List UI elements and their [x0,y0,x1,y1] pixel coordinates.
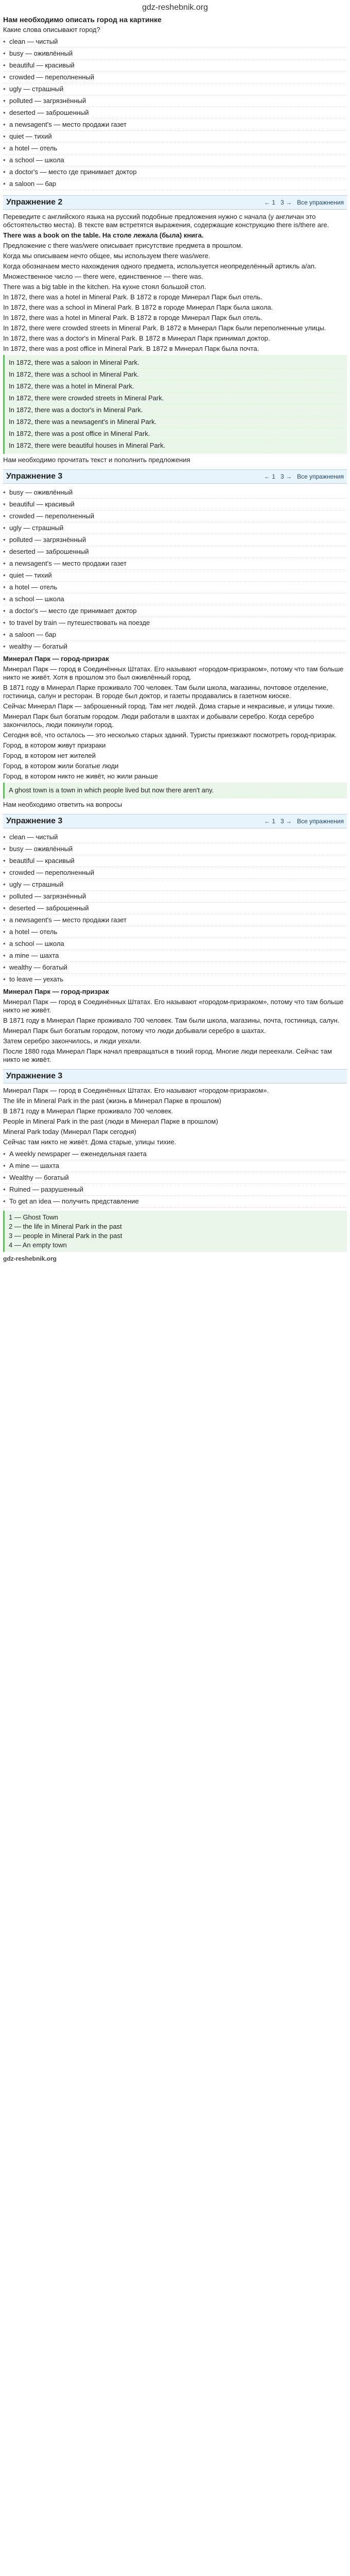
grammar-para: Множественное число — there were, единственное — there was. [3,273,203,280]
exercise3-intro: Нам необходимо ответить на вопросы [3,801,122,808]
answer-line: In 1872, there was a school in Mineral Park. [9,369,343,381]
list-item: • deserted — заброшенный [3,107,347,119]
list-item: • busy — оживлённый [3,843,347,855]
example-line: In 1872, there was a school in Mineral Park. В 1872 в городе Минерал Парк была школа. [3,303,273,311]
watermark: gdz-reshebnik.org [3,1255,57,1262]
list-item: • a newsagent's — место продажи газет [3,558,347,570]
example-line: In 1872, there was a hotel in Mineral Park. В 1872 в городе Минерал Парк был отель. [3,293,262,301]
qa-line: В 1871 году в Минерал Парке проживало 700 человек. [3,1107,173,1115]
list-item: • to leave — уехать [3,974,347,986]
qa-line: The life in Mineral Park in the past (жизнь в Минерал Парке в прошлом) [3,1097,221,1105]
list-item: • wealthy — богатый [3,641,347,653]
list-item: • busy — оживлённый [3,487,347,499]
exercise-header-3 [3,469,347,484]
word-list-3 [3,832,347,986]
list-item: • quiet — тихий [3,570,347,582]
text-para: Сейчас Минерал Парк — заброшенный город. Там нет людей. Дома старые и некрасивые, и улицы тихие. [3,702,335,710]
list-item: • a newsagent's — место продажи газет [3,119,347,131]
example-line: There was a big table in the kitchen. На кухне стоял большой стол. [3,283,206,291]
answer-line: In 1872, there were beautiful houses in Mineral Park. [9,440,343,452]
text-para: Минерал Парк был богатым городом. Люди работали в шахтах и добывали серебро. Когда серебро закончилось, люди покинули город. [3,713,314,728]
list-item: • To get an idea — получить представление [3,1196,347,1208]
list-item: • busy — оживлённый [3,48,347,60]
text-para: Минерал Парк был богатым городом, потому что люди добывали серебро в шахтах. [3,1027,266,1035]
list-item: • clean — чистый [3,832,347,843]
vocab-end [3,1148,347,1208]
text-para: В 1871 году в Минерал Парке проживало 700 человек. Там были школа, магазины, почта, гостиница, салун. [3,1016,340,1024]
list-item: • deserted — заброшенный [3,903,347,914]
answer-line: In 1872, there was a post office in Mineral Park. [9,428,343,440]
fill-line: Город, в котором нет жителей [3,752,96,759]
text-title: Минерал Парк — город-призрак [3,655,109,663]
word-list-2 [3,487,347,653]
text-para: В 1871 году в Минерал Парке проживало 700 человек. Там были школа, магазины, почтовое отделение, гостиница, салун и ресторан. В городе был доктор, и газеты продавались в газетном киоске. [3,684,328,700]
answer-line: In 1872, there was a newsagent's in Mineral Park. [9,416,343,428]
answer-line: In 1872, there was a saloon in Mineral Park. [9,357,343,369]
text-para: После 1880 года Минерал Парк начал превращаться в тихий город. Многие люди переехали. Сейчас там никто не живёт. [3,1047,332,1063]
next-exercise-link[interactable]: 3 → [280,818,292,825]
grammar-para: Переведите с английского языка на русский подобные предложения нужно с начала (у англичан это обстоятельство места). В тексте вам встретятся выражения, содержащие конструкцию there is/there are. [3,213,329,229]
exercise-title: Упражнение 2 [6,198,63,207]
prev-exercise-link[interactable]: ← 1 [264,199,275,206]
list-item: • ugly — страшный [3,522,347,534]
list-item: • a newsagent's — место продажи газет [3,914,347,926]
text-title-2: Минерал Парк — город-призрак [3,988,109,995]
text-para: Минерал Парк — город в Соединённых Штатах. Его называют «городом-призраком», потому что там больше никто не живёт. [3,998,344,1014]
qa-line: People in Mineral Park in the past (люди в Минерал Парке в прошлом) [3,1117,218,1125]
exercise-header-2 [3,195,347,210]
next-exercise-link[interactable]: 3 → [280,473,292,480]
exercise-nav [264,473,344,480]
list-item: • ugly — страшный [3,83,347,95]
list-item: • a saloon — бар [3,178,347,190]
list-item: • wealthy — богатый [3,962,347,974]
answer-line: 3 — people in Mineral Park in the past [9,1232,122,1240]
list-item: • a mine — шахта [3,950,347,962]
answer-line: 2 — the life in Mineral Park in the past [9,1223,122,1230]
answer-line: 4 — An empty town [9,1241,67,1249]
exercise-title: Упражнение 3 [6,472,63,481]
list-item: • Ruined — разрушенный [3,1184,347,1196]
list-item: • beautiful — красивый [3,499,347,511]
answer-line: In 1872, there was a doctor's in Mineral Park. [9,404,343,416]
list-item: • A weekly newspaper — еженедельная газета [3,1148,347,1160]
list-item: • crowded — переполненный [3,72,347,83]
list-item: • a doctor's — место где принимает доктор [3,166,347,178]
list-item: • beautiful — красивый [3,60,347,72]
example-line: In 1872, there was a post office in Mineral Park. В 1872 в Минерал Парк была почта. [3,345,259,352]
fill-line: Город, в котором жили богатые люди [3,762,119,770]
grammar-para: Когда обозначаем место нахождения одного предмета, используется неопределённый артикль a/an. [3,262,317,270]
qa-line: Mineral Park today (Минерал Парк сегодня) [3,1128,136,1136]
all-exercises-link[interactable]: Все упражнения [296,818,344,825]
text-para: Сегодня всё, что осталось — это несколько старых зданий. Туристы приезжают посмотреть город-призрак. [3,731,337,739]
fill-line: Город, в котором живут призраки [3,741,106,749]
list-item: • a doctor's — место где принимает доктор [3,605,347,617]
example-line: In 1872, there was a hotel in Mineral Park. В 1872 в городе Минерал Парк был отель. [3,314,262,321]
list-item: • polluted — загрязнённый [3,891,347,903]
list-item: • a school — школа [3,155,347,166]
list-item: • clean — чистый [3,36,347,48]
qa-line: Минерал Парк — город в Соединённых Штатах. Его называют «городом-призраком». [3,1087,269,1094]
qa-lines [3,1087,347,1146]
text-para: Минерал Парк — город в Соединённых Штатах. Его называют «городом-призраком», потому что там больше никто не живёт. Хотя в прошлом это был оживлённый город. [3,665,344,681]
example-line: In 1872, there were crowded streets in Mineral Park. В 1872 в Минерал Парк были переполненные улицы. [3,324,326,332]
text-para: Затем серебро закончилось, и люди уехали. [3,1037,142,1045]
list-item: • polluted — загрязнённый [3,95,347,107]
fill-lines [3,741,347,781]
site-title[interactable]: gdz-reshebnik.org [142,3,208,12]
all-exercises-link[interactable]: Все упражнения [296,199,344,206]
exercise-header-5 [3,1069,347,1083]
answer-block-2 [3,783,347,799]
list-item: • a hotel — отель [3,926,347,938]
grammar-example: There was a book on the table. На столе лежала (была) книга. [3,231,204,239]
final-answers [3,1211,347,1252]
list-item: • A mine — шахта [3,1160,347,1172]
intro-line: Нам необходимо описать город на картинке [3,15,162,24]
exercise-header-4 [3,814,347,828]
example-line: In 1872, there was a doctor's in Mineral Park. В 1872 в Минерал Парк принимал доктор. [3,334,270,342]
list-item: • crowded — переполненный [3,867,347,879]
answer-line: 1 — Ghost Town [9,1213,58,1221]
exercise-nav [264,818,344,825]
list-item: • quiet — тихий [3,131,347,143]
grammar-para: Предложение с there was/were описывает присутствие предмета в прошлом. [3,242,243,249]
list-item: • crowded — переполненный [3,511,347,522]
list-item: • to travel by train — путешествовать на поезде [3,617,347,629]
fill-line: Город, в котором никто не живёт, но жили раньше [3,772,159,780]
grammar-para: Когда мы описываем нечто общее, мы используем there was/were. [3,252,211,260]
prev-exercise-link[interactable]: ← 1 [264,818,275,825]
section1-lead: Какие слова описывают город? [3,26,100,33]
exercise-title: Упражнение 3 [6,817,63,825]
list-item: • a hotel — отель [3,143,347,155]
exercise-title: Упражнение 3 [6,1072,63,1080]
word-list-1 [3,36,347,190]
list-item: • a hotel — отель [3,582,347,594]
page [0,0,350,1264]
exercise-nav [264,199,344,206]
answer-line: A ghost town is a town in which people lived but now there aren't any. [9,785,343,796]
next-exercise-link[interactable]: 3 → [280,199,292,206]
qa-line: Сейчас там никто не живёт. Дома старые, улицы тихие. [3,1138,177,1146]
list-item: • ugly — страшный [3,879,347,891]
example-lines [3,283,347,353]
list-item: • deserted — заброшенный [3,546,347,558]
list-item: • polluted — загрязнённый [3,534,347,546]
list-item: • a school — школа [3,938,347,950]
answer-line: In 1872, there was a hotel in Mineral Park. [9,381,343,393]
prev-exercise-link[interactable]: ← 1 [264,473,275,480]
list-item: • a school — школа [3,594,347,605]
answer-line: In 1872, there were crowded streets in Mineral Park. [9,393,343,404]
list-item: • beautiful — красивый [3,855,347,867]
all-exercises-link[interactable]: Все упражнения [296,473,344,480]
list-item: • a saloon — бар [3,629,347,641]
answer-block-1 [3,355,347,454]
exercise2-intro: Нам необходимо прочитать текст и пополнить предложения [3,456,190,464]
list-item: • Wealthy — богатый [3,1172,347,1184]
